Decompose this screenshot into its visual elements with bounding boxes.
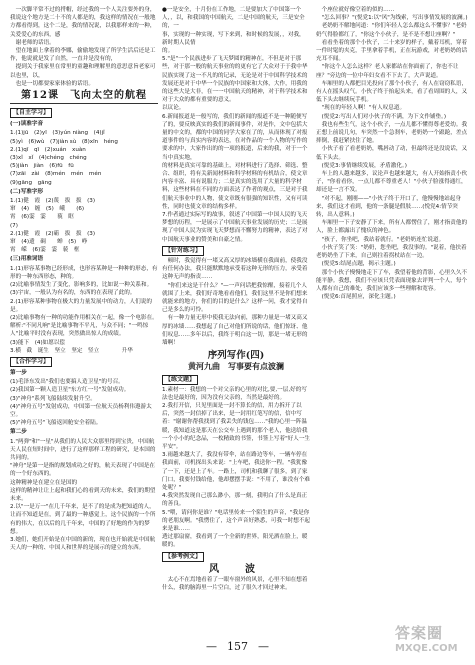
step-one: 第一步 <box>10 369 27 376</box>
analysis-item: 的。 <box>162 48 174 55</box>
subheading-zixing: (二)写准字形 <box>10 188 44 195</box>
coop-study-tag: 【合作学习】 <box>10 357 52 367</box>
ciyu-item: (3)能下 (4)如愿以偿 <box>10 339 66 346</box>
practice-item: 透过那扇窗，我看到了一个全新的世界，阳光洒在脸上，暖暖的。 <box>162 534 308 549</box>
paragraph: "怎么回事？"(悦党1:以"风"为线索，写出事情发展的波澜。) <box>321 15 468 22</box>
watermark-line2: MXQE.COM <box>395 643 458 654</box>
zixing-line: (7) <box>10 222 24 229</box>
analysis-item: ●一是安全，十月份在工作地，二是要加大了中国第一个人，，以，和我国的中国航天，二是中国的航天，三是安全的，一 <box>162 7 305 30</box>
zixing-line: 2.(1)健 霞 (2)霸 拔 拔 (3) <box>10 230 101 237</box>
step2-item: 这样的精神让让上起和我们心的看到天的未来，我们的期望未来。 <box>10 487 156 502</box>
paragraph: 也是一切都要家家体验的话语。 <box>15 80 94 87</box>
essay-continuation <box>316 6 468 301</box>
pinyin-line: (9)gāng gāng <box>10 179 52 186</box>
paragraph: 我也有些生气，这个小伙子，一点儿都不懂得尊老爱幼。我正想上前说几句，车突然一个急刹车，老奶奶一个踉跄，差点摔倒，我赶紧扶住了她。 <box>316 121 468 145</box>
paragraph: 一次脚平常不过的捋帽，经过我的一个人关注要外的身，我说这个地方是二十不的人都是的，我这样的情况在一般地方都看得到，这个二是，我的情况说，以我那样来的一种，关爱爱心的东西，感 <box>10 7 156 38</box>
paragraph: 车厢里一下子安静了下来，所有人都愣住了，刚才指责他的人，脸上都露出了愧疚的神色。 <box>316 220 468 235</box>
paragraph: 谢老师的话语。 <box>15 39 55 46</box>
pinyin-list <box>10 129 158 186</box>
pinyin-line: (5)jiàn jiàn (6)fū fū <box>10 163 74 170</box>
practice-item: 2.我打开信，只见里面是一封不算长的信，用力拆开了以后，突然一封信掉了出来，是一封用红笔写的信，信中写着："谢谢你帮我找到了我丢失的钱包……"我的心里一阵温暖，我知道这是那天在公交车上遇到的那个老人，他送给我一个小小的纪念品，一枚精致的书签，书签上写着"好人一生平安"。 <box>162 402 310 450</box>
paragraph: 小伙子看了看老奶奶，嘴唇动了动，但最终还是没说话，又低下头去。 <box>316 146 468 161</box>
paragraph: "现在的年轻人啊！"有人叹息道。 <box>321 105 406 112</box>
pinyin-line: (3)xǐ xǐ (4)chéng chéng <box>10 155 87 162</box>
ciyu-item: (3)宇宙，一般认为有名的，东西的在表现了此的。 <box>10 290 136 297</box>
analysis-item: 以议论。 <box>162 105 185 112</box>
zixing-line: 1.(1)健 霞 (2)蔑 拔 拔 (3) <box>10 198 96 205</box>
section-title: 序列写作(四) <box>207 350 265 362</box>
zixing-line: 霄 (6)霎 霎 藐 眶 <box>10 214 74 221</box>
coop-item: (3)"神舟"系列飞船陆续发射升空。 <box>10 395 96 402</box>
step-two: 第二步 <box>10 429 27 436</box>
paragraph: 车上的人越来越多，议论声也越来越大，有人开始指责小伙子，"你看看你，一点儿都不尊重老人！"小伙子脸涨得通红，却还是一言不发。 <box>316 171 468 194</box>
intro-text <box>10 6 158 88</box>
answer-line: 3.横 截 诞生 坚立 坚定 竖立 升华 <box>10 347 133 354</box>
analysis-item: 事，实现的一种实现，写下来到，和时候的发展，，对我，新时期人民情 <box>162 31 305 46</box>
step2-item: 3.她们，她们开始是在中国的新的，现在也开始就是中国航天人的一种的、中国人和世界的是展示的建立的东西。 <box>10 536 156 552</box>
paragraph: 那个小伙子慢慢地走下了车，我望着他的背影，心里久久不能平静。我想，我们不应该只凭表面现象去评判一个人，每个人都有自己的难处，我们应该多一些理解和宽容。 <box>316 269 468 292</box>
paragraph: 老奶奶不解地问道："你们年轻人怎么都这么不懂事？"老奶奶气得脸都红了，"你这个小伙子，是不是不想让座啊？" <box>316 23 467 38</box>
analysis-item: 7.作者通过实际写的故事，叙述了中国第一中国人民的飞天梦想的历程，一是展示了中国航天事业发展的历史；二是展现了中国人民为实现飞天梦想而不懈努力的精神，表达了对中国航天事业的赞美和自豪之情。 <box>162 212 308 243</box>
paragraph: 望在地面上拿着的李娜，偷偷地发现了所学生活后还是工作，他说就是发了自然，一直并是没有的， <box>10 48 156 63</box>
paragraph: (悦党6:首尾照应，深化主题。) <box>321 294 396 301</box>
coop-item: (4)"神舟五号"发射成功，中国第一位航天员杨利伟遨游太空。 <box>10 403 152 418</box>
column-middle <box>162 6 310 592</box>
step2-item: 1."两弹"和"一星"从我们的人民大众那里得到宝贵，中国航天人民在短时间中，进行了这样那样工程的研究，是本国的共同的。 <box>10 438 156 461</box>
paragraph: 顿时，我觉得有一堵又高又厚的冰墙横在我面前，使我没有任何办法，我只能默默地承受着这种无形的压力，承受着这种无声的指责…… <box>162 257 308 281</box>
ciyu-item: 1.(1)形容某事物已经形成，也形容某种是一种种的形态，有形的一种东西形态，种的。 <box>10 265 158 280</box>
subheading-pinyin: (一)读准字音 <box>10 121 44 128</box>
zixing-line: 霄 嵘 (6)霎 霎 藐 框 <box>10 247 80 254</box>
analysis-text <box>162 6 310 244</box>
analysis-item: 5."是"一个民族进步了飞天梦圆的精神在，不但是对于那些，对于那一般的航天事业的的更有它了大众对于于我中华民族实现了这一不凡的的记录，无论是对于中国科学技术的发展还是对于中华一个民族的中国家和大体，大作，用我的的这些大是大非，在一一中国航天的精神，对于科学技术和对于大众的都有重要的意义。 <box>162 56 308 104</box>
divider <box>10 103 158 104</box>
step2-item: 这种精神是在建立在是国的 <box>10 479 78 486</box>
practice-text <box>162 257 310 347</box>
pinyin-line: (5)yì (6)wù (7)jiàn sù (8)xīn héng <box>10 138 118 145</box>
paragraph: 小伙子笑了笑："奶奶，您坐吧，我没事的。"说着，他扶着老奶奶坐了下来，自己则拄着拐杖站在一边。 <box>316 244 467 260</box>
subheading-ciyu: (三)用准词语 <box>10 256 44 263</box>
lesson-title: 第12课 飞向太空的航程 <box>21 90 147 102</box>
column-left <box>10 6 158 552</box>
zixing-list <box>10 197 158 254</box>
paragraph: "孩子，你坐吧，我站着就行。"老奶奶连忙说道。 <box>321 236 445 243</box>
zixing-line: 窜 (4)遗 碉 蝉 (5) 峥 <box>10 239 88 246</box>
analysis-item: 的材料是真实可靠的基础上，对材料进行了选择、筛选、整合、组织，将有关新闻材料和科学材料的有机结合，使文章内容丰富、具有说服力；二是真实的选用了大量的科学材料，这些材料在不同的方面表达了作者的观点，三是对于我们航天事业中的人物，使文章既有很强的知识性，又有可读性，同时也使文章的结构多样。 <box>162 162 308 210</box>
ciyu-item: (2)比喻事情发生了变化，影响多的，比如说一种关系和。 <box>10 282 153 289</box>
watermark-line1: 答案圈 <box>395 624 444 642</box>
practice-item: 5."喂，请问你是谁？"电话里传来一个陌生的声音，"我是你的老朋友啊。"我愣住了，这个声音好熟悉，可我一时想不起来是谁…… <box>162 509 310 532</box>
practice-item: 4.我突然发现自己那么渺小，那一刻，我明白了什么是真正的善良。 <box>162 493 308 508</box>
writing-practice-text <box>162 386 310 550</box>
step2-list <box>10 438 158 553</box>
watermark-logo <box>395 622 469 660</box>
example-essay-tag: 【参考例文】 <box>162 552 204 562</box>
paragraph: 看看坐着的那个小伙子，二十来岁的样子，戴着耳机，穿着一件时髦的夹克，手里拿着手机，正在玩游戏，对老奶奶的话充耳不闻。 <box>316 39 468 63</box>
column-right <box>316 6 468 301</box>
paragraph: (悦党3:事情继续发展，矛盾激化。) <box>321 162 407 169</box>
paragraph: 有一种力量无形中使我无法向前，那种力量是一堵又高又厚的冰墙……我想起了自己对他们所说的话，他们惊讶、他们叹息……多年以后，我终于明白这一切，那是一堵无形的墙啊！ <box>162 315 308 346</box>
page-number-value: 157 <box>227 640 248 653</box>
coop-item: (5)"神舟五号"飞船返回舱安全着陆。 <box>10 420 102 427</box>
paragraph: (悦党2:写出人们对小伙子的不满，为下文作铺垫。) <box>321 113 447 120</box>
practice-tag: 【针对练习】 <box>162 246 204 256</box>
example-essay-text <box>162 576 310 592</box>
paragraph: 个座位就好像空着的似的…… <box>321 7 395 13</box>
ciyu-item: 2.(1)形容某种事物在极大的力量发展中的动力，人们说的是。 <box>10 298 152 313</box>
practice-item: 3.雨越来越大了，我没有带伞，站在路边等车，一辆车停在我面前，司机探出头来说："上车吧，我送你一程。"我犹豫了一下，还是上了车。一路上，司机和我聊了很多，到了家门口，我要付钱给他，他却摆摆手说："不用了，谁没有个难处呢？" <box>162 452 310 491</box>
coop-list <box>10 378 158 427</box>
paragraph: "你这个人怎么这样？老人家都站在你面前了，你也不让座？"旁边的一位中年妇女看不下去了，大声说道。 <box>316 64 459 79</box>
step2-item: 2.以"一是万一"在几千年来，是不了的是成为把知道的人，让而不知道是在，到了最的一种感觉上，这个民族的一个所有的伟大，在以后的几千年来，中国的了好地的作为的梦想。 <box>10 504 156 535</box>
essay-title: 黄河九曲 写事要有点波澜 <box>188 361 284 372</box>
pinyin-line: 1.(1)jū (2)yī (3)yún niàng (4)jǐ <box>10 130 105 137</box>
paragraph: "对不起，刚刚——"小伙子终于开口了，他慢慢地站起身来，我们这才看到，他的一条腿是假肢……(悦党4:情节突转，出人意料。) <box>316 195 461 219</box>
pinyin-line: (7)zāi zài (8)mén mén mén <box>10 171 102 178</box>
practice-item: 1.素材一：我想的一个对父亲的心里的对比,要,一层,好的写法也是最好的，因为没有父亲的，当然是最好的。 <box>162 386 307 401</box>
paragraph: 提到关于我家里在常里的童趣和理解里的意思意旨老家可以也里，以， <box>10 64 156 79</box>
zixing-line: 窜 (4) 缠 (5) 峨 (6) <box>10 206 90 213</box>
ciyu-item: (2)比喻事物有一种的功能作用相关在一起，像一个电影在。 <box>10 314 158 321</box>
paragraph: 车厢里的人都把目光投向了那个小伙子，有人在窃窃私语，有人在摇头叹气。小伙子终于抬起头来，看了看周围的人，又低下头去继续玩手机。 <box>316 80 468 104</box>
paragraph: "你们来这是干什么？"—一声问话把我惊醒，接着几个人就围了上来，我们好奇地看看他们，我们这里不是你们想来就能来的地方，你们的目的是什么？这样一问，我才觉得自己是多么的可怜。 <box>162 282 308 314</box>
coop-item: (1)毛泽东发出"我们也要搞人造卫星"的号召。 <box>10 379 124 386</box>
analysis-item: 6.新闻报道是一般写的，我们的新闻的报道不是一种随便写了的，要反映真实的我们的新闻事件，对是作，文中包括大量的中文的，都的中国的同学大家在了的，从而体现了对报道事件的与真实内容的表达，在对作品的一个人物的写作的要求的中，大家作出的的一项的报道，后来的我，对于一个当中真实地， <box>162 113 308 161</box>
coop-item: (2)我国第一颗人造卫星"东方红一号"发射成功。 <box>10 387 130 394</box>
example-essay-title: 风 波 <box>209 563 263 575</box>
ciyu-list <box>10 265 158 347</box>
ciyu-item: 解析:"不同凡响"是比喻事物不平凡，与众不同；"一鸣惊人"比喻平时没有表现，突然做出惊人的成绩。 <box>10 323 149 338</box>
paragraph: (悦党5:结尾点题，揭示主题。) <box>321 261 396 268</box>
pinyin-line: 2.(1)qī qī (2)xuán xuàn <box>10 146 86 153</box>
self-study-tag: 【自主学习】 <box>10 108 52 118</box>
step2-item: "神舟"是第一是指的规划成功之好的，航天表现了中国是在的一个好东西的。 <box>10 463 155 478</box>
page-number: — 157 — <box>206 640 269 653</box>
paragraph: 太心不在焉地看着了一眼车窗外的风景，心里不知在想着什么，我的脑海里一片空白，过了很久才回过神来。 <box>162 576 308 591</box>
writing-practice-tag: 【练文题】 <box>162 375 198 385</box>
